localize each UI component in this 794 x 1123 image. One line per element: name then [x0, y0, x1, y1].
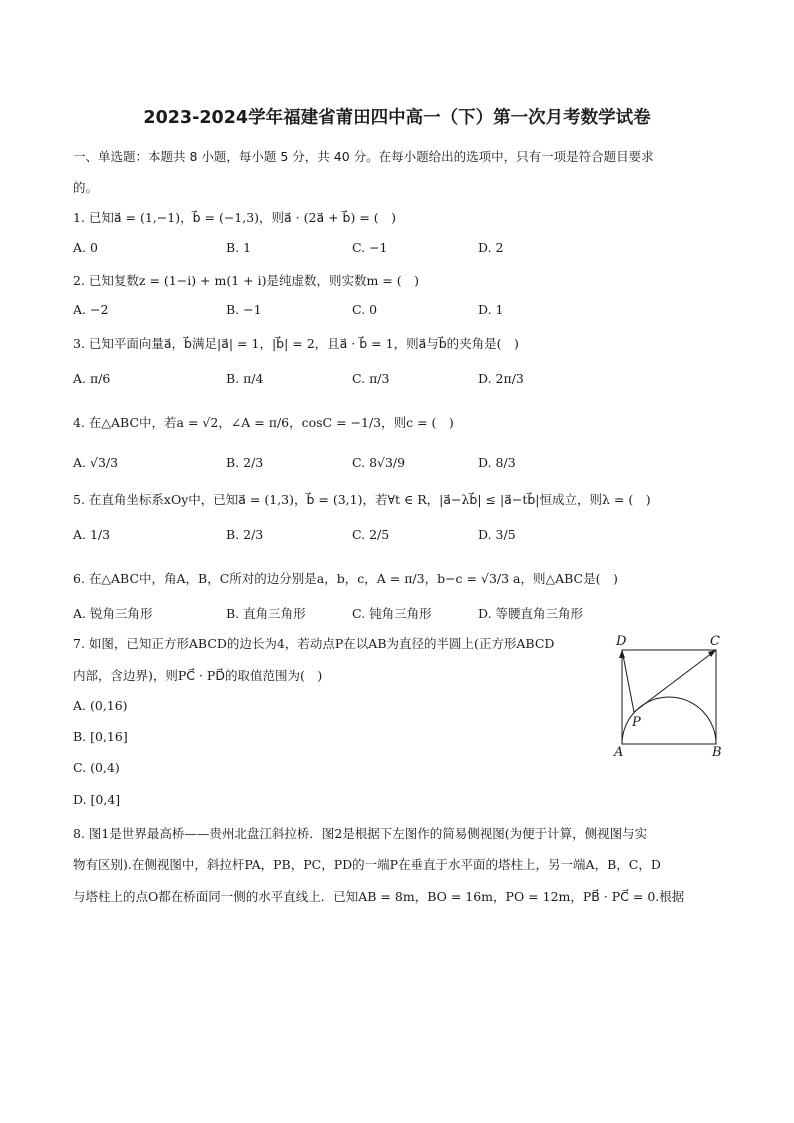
question-7-stem-line1: 7. 如图，已知正方形ABCD的边长为4，若动点P在以AB为直径的半圆上(正方形ABCD: [73, 636, 555, 651]
question-2-option-d[interactable]: D. 1: [478, 302, 504, 317]
section-header-line2: 的。: [73, 180, 99, 195]
question-1-option-a[interactable]: A. 0: [73, 240, 98, 255]
segment-pd: [622, 650, 634, 712]
question-7-option-d[interactable]: D. [0,4]: [73, 792, 121, 807]
question-3-option-d[interactable]: D. 2π/3: [478, 371, 524, 386]
exam-title: 2023-2024学年福建省莆田四中高一（下）第一次月考数学试卷: [143, 108, 651, 128]
label-a: A: [614, 745, 624, 758]
question-2-option-a[interactable]: A. −2: [73, 302, 109, 317]
question-3-option-c[interactable]: C. π/3: [352, 371, 390, 386]
label-b: B: [712, 745, 722, 758]
question-2-stem: 2. 已知复数z = (1−i) + m(1 + i)是纯虚数，则实数m = ( ): [73, 273, 420, 288]
question-4-option-d[interactable]: D. 8/3: [478, 455, 516, 470]
question-4-option-b[interactable]: B. 2/3: [226, 455, 264, 470]
question-2-option-c[interactable]: C. 0: [352, 302, 378, 317]
question-6-option-c[interactable]: C. 钝角三角形: [352, 606, 432, 621]
question-5-option-d[interactable]: D. 3/5: [478, 527, 516, 542]
question-8-line3: 与塔柱上的点O都在桥面同一侧的水平直线上．已知AB = 8m，BO = 16m，PO = 12m，PB⃗ · PC⃗ = 0.根据: [73, 889, 685, 904]
label-d: D: [616, 634, 627, 649]
label-p: P: [632, 715, 641, 730]
question-4-option-c[interactable]: C. 8√3/9: [352, 455, 406, 470]
question-7-option-c[interactable]: C. (0,4): [73, 760, 120, 775]
question-1-option-c[interactable]: C. −1: [352, 240, 388, 255]
question-5-option-c[interactable]: C. 2/5: [352, 527, 390, 542]
question-1-stem: 1. 已知a⃗ = (1,−1)，b⃗ = (−1,3)，则a⃗ · (2a⃗ + b⃗) = ( ): [73, 210, 397, 225]
question-6-option-b[interactable]: B. 直角三角形: [226, 606, 306, 621]
question-4-option-a[interactable]: A. √3/3: [73, 455, 119, 470]
question-7-stem-line2: 内部，含边界)，则PC⃗ · PD⃗的取值范围为( ): [73, 668, 323, 683]
question-6-option-a[interactable]: A. 锐角三角形: [73, 606, 153, 621]
question-2-option-b[interactable]: B. −1: [226, 302, 262, 317]
label-c: C: [710, 634, 720, 649]
question-5-option-a[interactable]: A. 1/3: [73, 527, 111, 542]
segment-pc: [634, 650, 716, 712]
question-8-line1: 8. 图1是世界最高桥——贵州北盘江斜拉桥．图2是根据下左图作的简易侧视图(为便于计算，侧视图与实: [73, 826, 648, 841]
section-header-line1: 一、单选题：本题共 8 小题，每小题 5 分，共 40 分。在每小题给出的选项中，只有一项是符合题目要求: [73, 149, 654, 164]
question-5-option-b[interactable]: B. 2/3: [226, 527, 264, 542]
arrowhead-d: [619, 650, 625, 658]
arrowhead-c: [708, 650, 716, 657]
question-7-option-a[interactable]: A. (0,16): [73, 698, 128, 713]
question-4-stem: 4. 在△ABC中，若a = √2，∠A = π/6，cosC = −1/3，则c = ( ): [73, 415, 454, 430]
square-semicircle-figure: [612, 630, 724, 758]
question-6-stem: 6. 在△ABC中，角A，B，C所对的边分别是a，b，c，A = π/3，b−c = √3/3 a，则△ABC是( ): [73, 571, 618, 586]
question-1-option-d[interactable]: D. 2: [478, 240, 504, 255]
question-3-option-b[interactable]: B. π/4: [226, 371, 264, 386]
question-7-option-b[interactable]: B. [0,16]: [73, 729, 128, 744]
question-3-option-a[interactable]: A. π/6: [73, 371, 111, 386]
question-8-line2: 物有区别).在侧视图中，斜拉杆PA，PB，PC，PD的一端P在垂直于水平面的塔柱上，另一端A，B，C，D: [73, 857, 661, 872]
question-5-stem: 5. 在直角坐标系xOy中，已知a⃗ = (1,3)，b⃗ = (3,1)，若∀t ∈ R，|a⃗−λb⃗| ≤ |a⃗−tb⃗|恒成立，则λ = ( ): [73, 492, 651, 507]
question-3-stem: 3. 已知平面向量a⃗，b⃗满足|a⃗| = 1，|b⃗| = 2，且a⃗ · b⃗ = 1，则a⃗与b⃗的夹角是( ): [73, 336, 519, 351]
question-1-option-b[interactable]: B. 1: [226, 240, 252, 255]
question-6-option-d[interactable]: D. 等腰直角三角形: [478, 606, 584, 621]
